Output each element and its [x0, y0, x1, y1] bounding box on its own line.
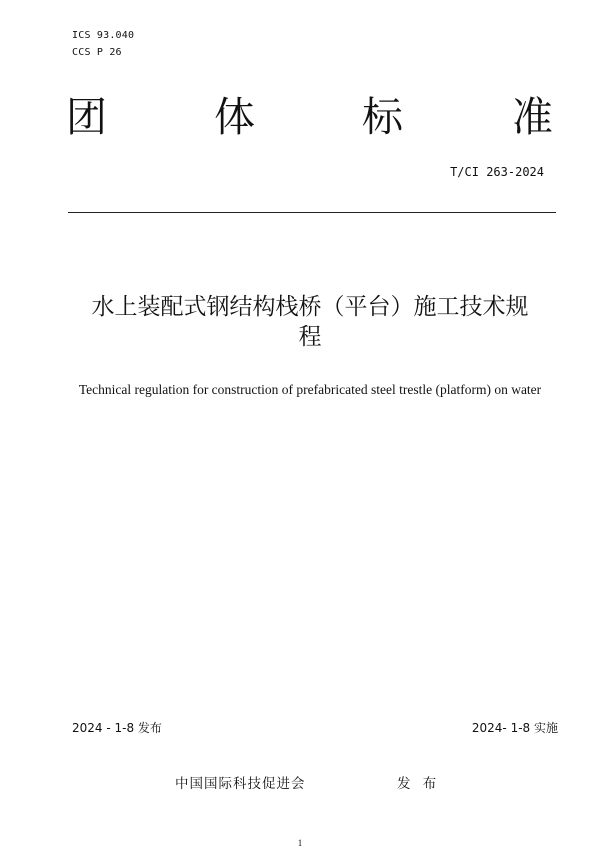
issue-date: 2024 - 1-8 发布	[72, 721, 162, 735]
ics-code: ICS 93.040	[72, 30, 135, 41]
document-type-heading	[66, 92, 556, 142]
chinese-title	[60, 292, 560, 352]
publisher-name: 中国国际科技促进会	[175, 776, 306, 792]
doc-type-char-3: 标	[362, 93, 403, 141]
chinese-title-line-2: 程	[298, 324, 322, 350]
implementation-date: 2024- 1-8 实施	[471, 721, 558, 735]
doc-type-char-2: 体	[214, 93, 255, 141]
chinese-title-line-1: 水上装配式钢结构栈桥（平台）施工技术规	[91, 294, 529, 320]
ccs-code: CCS P 26	[72, 47, 122, 58]
page-number: 1	[297, 838, 303, 848]
doc-type-char-4: 准	[512, 93, 553, 141]
english-title: Technical regulation for construction of prefabricated steel trestle (platform) on water	[78, 382, 542, 397]
publish-label: 发 布	[397, 776, 441, 792]
standard-number: T/CI 263-2024	[450, 165, 544, 179]
header-divider	[68, 212, 556, 213]
doc-type-char-1: 团	[66, 93, 107, 141]
